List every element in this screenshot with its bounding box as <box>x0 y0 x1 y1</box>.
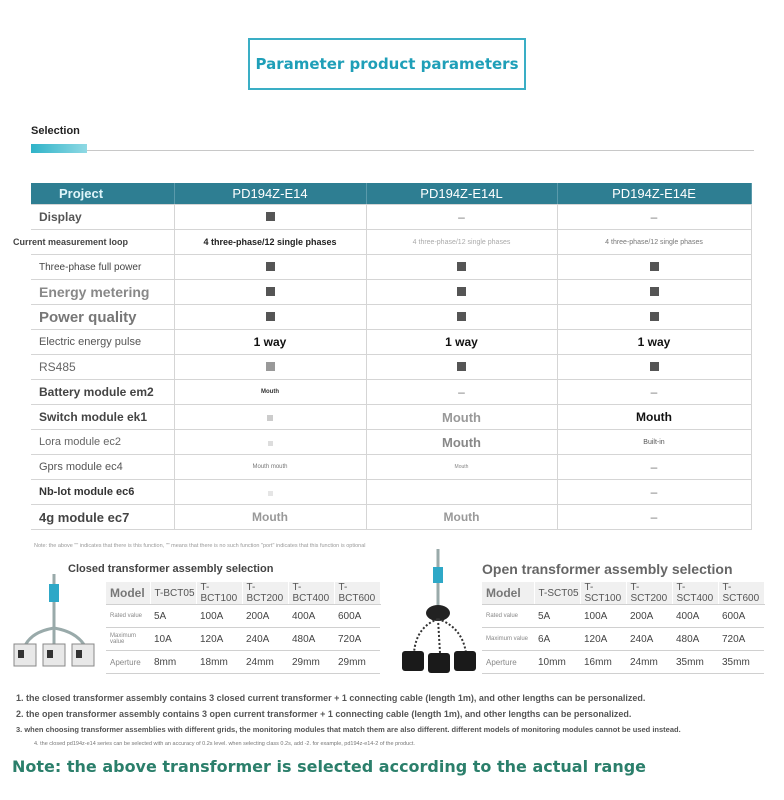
check-square-icon <box>457 312 466 321</box>
check-square-icon <box>266 362 275 371</box>
row-label: Battery module em2 <box>31 380 174 405</box>
header-e14: PD194Z-E14 <box>174 183 366 205</box>
row-label: Power quality <box>31 305 174 330</box>
table-row <box>31 255 751 280</box>
closed-transformer-table <box>106 582 381 674</box>
ct-body <box>454 651 476 671</box>
table-cell: 200A <box>626 605 672 628</box>
ct-window <box>18 650 24 658</box>
table-cell: 5A <box>534 605 580 628</box>
table-header-row <box>31 183 751 205</box>
cell-value: – <box>557 480 751 505</box>
table-cell: 400A <box>672 605 718 628</box>
table-cell: Rated value <box>482 605 534 628</box>
bottom-note: Note: the above transformer is selected according to the actual range <box>12 757 647 776</box>
table-row <box>31 305 751 330</box>
table-row <box>31 430 751 455</box>
connector <box>49 584 59 602</box>
model-label: Model <box>482 582 534 605</box>
selection-label: Selection <box>31 125 80 137</box>
table-cell: T-SCT100 <box>580 582 626 605</box>
table-cell: 16mm <box>580 651 626 674</box>
table-cell: 100A <box>196 605 242 628</box>
table-cell: 29mm <box>288 651 334 674</box>
table-row <box>31 505 751 530</box>
footnote-1: 1. the closed transformer assembly contains 3 closed current transformer + 1 connecting cable (length 1m), and other lengths can be personalized. <box>16 693 646 703</box>
table-row <box>106 605 380 628</box>
footnote-3: 3. when choosing transformer assemblies with different grids, the monitoring modules that match them are also different. different models of monitoring modules cannot be used instead. <box>16 725 681 734</box>
selection-divider <box>31 150 754 151</box>
table-row <box>31 405 751 430</box>
open-transformer-image <box>396 545 480 675</box>
table-cell: 6A <box>534 628 580 651</box>
footnote-2: 2. the open transformer assembly contains 3 open current transformer + 1 connecting cable (length 1m), and other lengths can be personalized. <box>16 709 632 719</box>
table-cell: 480A <box>288 628 334 651</box>
faint-square-icon <box>267 415 273 421</box>
cell-value: Mouth <box>366 505 557 530</box>
row-label: Lora module ec2 <box>31 430 174 455</box>
row-label: RS485 <box>31 355 174 380</box>
cell-value: 4 three-phase/12 single phases <box>366 230 557 255</box>
table-cell: T-BCT600 <box>334 582 380 605</box>
cell-value: – <box>557 205 751 230</box>
connector <box>433 567 443 583</box>
check-square-icon <box>457 362 466 371</box>
table-cell: T-BCT100 <box>196 582 242 605</box>
ct-window <box>76 650 82 658</box>
faint-square-icon <box>268 441 273 446</box>
cell-value: 1 way <box>174 330 366 355</box>
closed-transformer-title: Closed transformer assembly selection <box>68 563 274 575</box>
table-cell: 200A <box>242 605 288 628</box>
table-row <box>31 205 751 230</box>
table-cell: T-SCT200 <box>626 582 672 605</box>
table-row <box>31 230 751 255</box>
check-square-icon <box>266 287 275 296</box>
footnote-4: 4. the closed pd194z-e14 series can be selected with an accuracy of 0.2s level. when selecting class 0.2s, add -2. for example, pd194z-e14-2 of the product. <box>34 741 415 747</box>
table-row <box>482 582 764 605</box>
check-square-icon <box>650 287 659 296</box>
row-label: Three-phase full power <box>31 255 174 280</box>
table-row <box>106 651 380 674</box>
table-cell: 600A <box>718 605 764 628</box>
cell-value: – <box>366 380 557 405</box>
selection-accent-bar <box>31 144 87 153</box>
open-transformer-table <box>482 582 765 674</box>
check-square-icon <box>650 362 659 371</box>
table-row <box>482 651 764 674</box>
table-row <box>482 605 764 628</box>
header-e14l: PD194Z-E14L <box>366 183 557 205</box>
splitter <box>426 605 450 621</box>
table-cell: 10A <box>150 628 196 651</box>
ct-window <box>47 650 53 658</box>
table-cell: 120A <box>196 628 242 651</box>
header-project: Project <box>31 183 174 205</box>
table-row <box>31 380 751 405</box>
table-cell: 240A <box>626 628 672 651</box>
table-row <box>31 355 751 380</box>
row-label: Display <box>31 205 174 230</box>
cell-value: 4 three-phase/12 single phases <box>557 230 751 255</box>
table-cell: 400A <box>288 605 334 628</box>
table-cell: 29mm <box>334 651 380 674</box>
table-cell: T-SCT600 <box>718 582 764 605</box>
cell-value: Mouth <box>557 405 751 430</box>
table-row <box>31 330 751 355</box>
cell-value: Built-in <box>557 430 751 455</box>
table-cell: 35mm <box>672 651 718 674</box>
table-cell: 24mm <box>626 651 672 674</box>
table-cell: Maximum value <box>482 628 534 651</box>
table-cell: Aperture <box>482 651 534 674</box>
table-cell: 5A <box>150 605 196 628</box>
closed-transformer-image <box>10 570 102 670</box>
table-cell: T-BCT200 <box>242 582 288 605</box>
cell-value: 1 way <box>366 330 557 355</box>
legend-note: Note: the above "" indicates that there is this function, "" means that there is no such function "port" indicates that this function is optional <box>34 543 366 549</box>
check-square-icon <box>266 312 275 321</box>
cell-value: – <box>557 505 751 530</box>
row-label: Gprs module ec4 <box>31 455 174 480</box>
cell-value: Mouth <box>366 455 557 480</box>
table-cell: T-SCT05 <box>534 582 580 605</box>
row-label: 4g module ec7 <box>31 505 174 530</box>
table-cell: 480A <box>672 628 718 651</box>
table-cell: 100A <box>580 605 626 628</box>
ct-body <box>14 644 36 666</box>
cell-value: Mouth mouth <box>174 455 366 480</box>
table-row <box>31 455 751 480</box>
cell-value: Mouth <box>174 380 366 405</box>
parameter-table <box>13 183 752 530</box>
table-cell: 720A <box>334 628 380 651</box>
check-square-icon <box>457 262 466 271</box>
table-row <box>106 582 380 605</box>
table-cell: 10mm <box>534 651 580 674</box>
cell-value: Mouth <box>366 430 557 455</box>
table-cell: Aperture <box>106 651 150 674</box>
table-cell: 24mm <box>242 651 288 674</box>
header-e14e: PD194Z-E14E <box>557 183 751 205</box>
title-box <box>248 38 526 90</box>
table-cell: T-SCT400 <box>672 582 718 605</box>
cell-value: Mouth <box>174 505 366 530</box>
ct-body <box>72 644 94 666</box>
row-label: Energy metering <box>31 280 174 305</box>
table-cell: 35mm <box>718 651 764 674</box>
table-cell: 600A <box>334 605 380 628</box>
row-label: Current measurement loop <box>31 230 174 255</box>
table-row <box>31 480 751 505</box>
cable-split <box>414 619 466 653</box>
row-label: Electric energy pulse <box>31 330 174 355</box>
table-row <box>31 280 751 305</box>
page-title: Parameter product parameters <box>255 55 519 73</box>
ct-body <box>402 651 424 671</box>
check-square-icon <box>266 212 275 221</box>
cell-value: Mouth <box>366 405 557 430</box>
check-square-icon <box>266 262 275 271</box>
check-square-icon <box>457 287 466 296</box>
table-cell: T-BCT05 <box>150 582 196 605</box>
table-cell: 8mm <box>150 651 196 674</box>
faint-square-icon <box>268 491 273 496</box>
cell-value: – <box>557 380 751 405</box>
open-transformer-title: Open transformer assembly selection <box>482 561 733 577</box>
table-cell: Maximum value <box>106 628 150 651</box>
cell-value: 4 three-phase/12 single phases <box>174 230 366 255</box>
table-row <box>482 628 764 651</box>
cell-value: 1 way <box>557 330 751 355</box>
ct-body <box>428 653 450 673</box>
row-label: Nb-lot module ec6 <box>31 480 174 505</box>
check-square-icon <box>650 262 659 271</box>
table-cell: 18mm <box>196 651 242 674</box>
row-label: Switch module ek1 <box>31 405 174 430</box>
table-cell: 120A <box>580 628 626 651</box>
cell-value: – <box>366 205 557 230</box>
ct-body <box>43 644 65 666</box>
model-label: Model <box>106 582 150 605</box>
table-row <box>106 628 380 651</box>
table-cell: 720A <box>718 628 764 651</box>
table-cell: T-BCT400 <box>288 582 334 605</box>
cell-value: – <box>557 455 751 480</box>
table-cell: 240A <box>242 628 288 651</box>
check-square-icon <box>650 312 659 321</box>
table-cell: Rated value <box>106 605 150 628</box>
